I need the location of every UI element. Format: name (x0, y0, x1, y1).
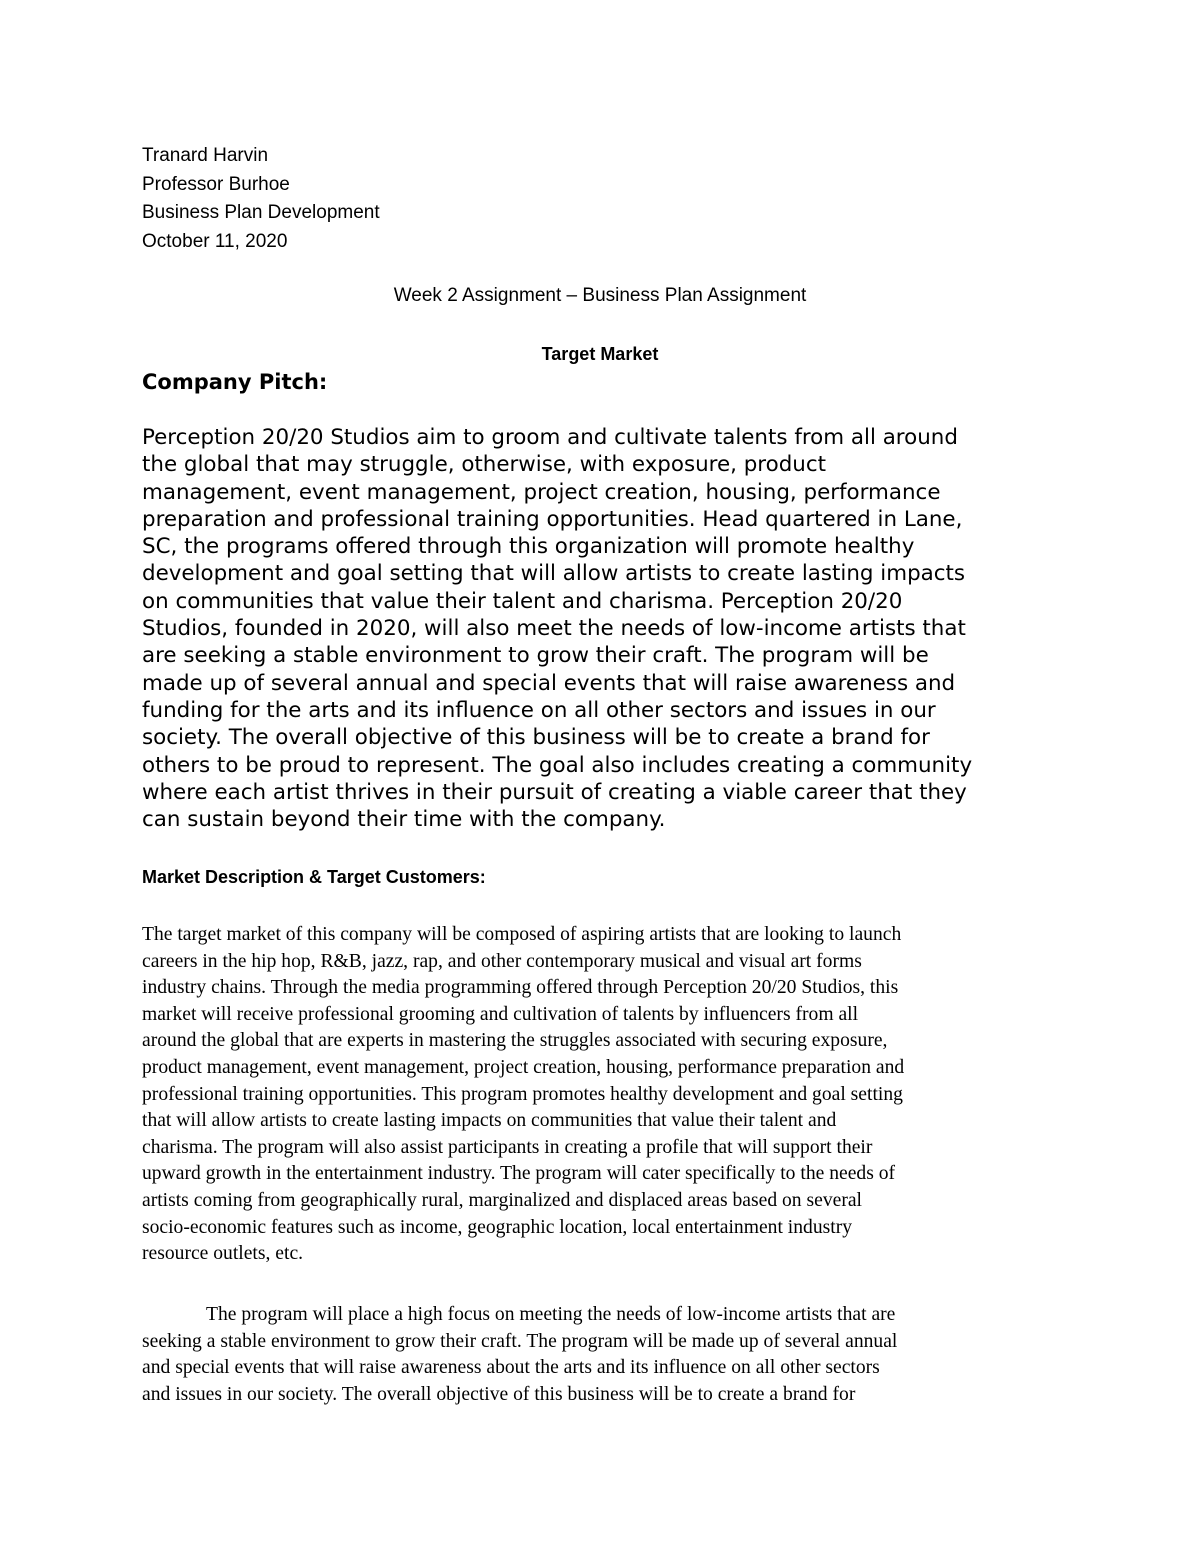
pitch-line: Perception 20/20 Studios aim to groom and cultivate talents from all around (142, 425, 958, 450)
company-pitch-body (142, 424, 1072, 833)
paragraph-line: careers in the hip hop, R&B, jazz, rap, and other contemporary musical and visual art forms (142, 950, 862, 972)
paragraph-line: The target market of this company will be composed of aspiring artists that are looking to launch (142, 924, 902, 945)
pitch-line: can sustain beyond their time with the company. (142, 807, 666, 833)
paragraph-line: socio-economic features such as income, geographic location, local entertainment industry (142, 1216, 853, 1238)
market-description-paragraph-2 (142, 1302, 1072, 1408)
paragraph-line: product management, event management, project creation, housing, performance preparation and (142, 1056, 905, 1078)
professor-name: Professor Burhoe (142, 173, 290, 195)
paragraph-line: market will receive professional grooming and cultivation of talents by influencers from all (142, 1003, 859, 1025)
paragraph-line: seeking a stable environment to grow their craft. The program will be made up of several annual (142, 1330, 898, 1352)
pitch-line: society. The overall objective of this business will be to create a brand for (142, 725, 930, 751)
paragraph-line: charisma. The program will also assist participants in creating a profile that will support their (142, 1136, 873, 1158)
paragraph-line: artists coming from geographically rural, marginalized and displaced areas based on several (142, 1189, 862, 1211)
paragraph-line: resource outlets, etc. (142, 1243, 304, 1265)
pitch-line: development and goal setting that will allow artists to create lasting impacts (142, 561, 966, 587)
paragraph-line: and issues in our society. The overall objective of this business will be to create a brand for (142, 1383, 856, 1405)
company-pitch-heading: Company Pitch: (142, 370, 328, 394)
document-header (142, 142, 380, 256)
pitch-line: are seeking a stable environment to grow their craft. The program will be (142, 643, 929, 669)
paragraph-line: industry chains. Through the media programming offered through Perception 20/20 Studios, this (142, 977, 899, 999)
paragraph-line: professional training opportunities. This program promotes healthy development and goal setting (142, 1083, 903, 1105)
course-name: Business Plan Development (142, 202, 380, 223)
pitch-line: made up of several annual and special events that will raise awareness and (142, 670, 956, 696)
pitch-line: on communities that value their talent and charisma. Perception 20/20 (142, 588, 903, 614)
pitch-line: preparation and professional training opportunities. Head quartered in Lane, (142, 506, 963, 532)
pitch-line: where each artist thrives in their pursuit of creating a viable career that they (142, 779, 967, 805)
pitch-line: management, event management, project creation, housing, performance (142, 479, 941, 505)
assignment-title: Week 2 Assignment – Business Plan Assignment (393, 285, 807, 306)
market-description-heading: Market Description & Target Customers: (142, 867, 486, 887)
pitch-line: others to be proud to represent. The goal also includes creating a community (142, 752, 973, 778)
market-description-paragraph-1 (142, 922, 1072, 1268)
paragraph-line: The program will place a high focus on meeting the needs of low-income artists that are (206, 1304, 896, 1325)
section-title: Target Market (541, 344, 659, 364)
document-date: October 11, 2020 (142, 230, 288, 252)
author-name: Tranard Harvin (142, 145, 269, 166)
paragraph-line: around the global that are experts in mastering the struggles associated with securing exposure, (142, 1030, 888, 1052)
paragraph-line: upward growth in the entertainment industry. The program will cater specifically to the needs of (142, 1163, 896, 1185)
paragraph-line: and special events that will raise awareness about the arts and its influence on all other sectors (142, 1357, 880, 1379)
paragraph-line: that will allow artists to create lasting impacts on communities that value their talent and (142, 1110, 837, 1132)
pitch-line: funding for the arts and its influence on all other sectors and issues in our (142, 697, 936, 723)
pitch-line: the global that may struggle, otherwise, with exposure, product (142, 452, 826, 478)
pitch-line: Studios, founded in 2020, will also meet the needs of low-income artists that (142, 616, 966, 642)
pitch-line: SC, the programs offered through this organization will promote healthy (142, 534, 915, 560)
